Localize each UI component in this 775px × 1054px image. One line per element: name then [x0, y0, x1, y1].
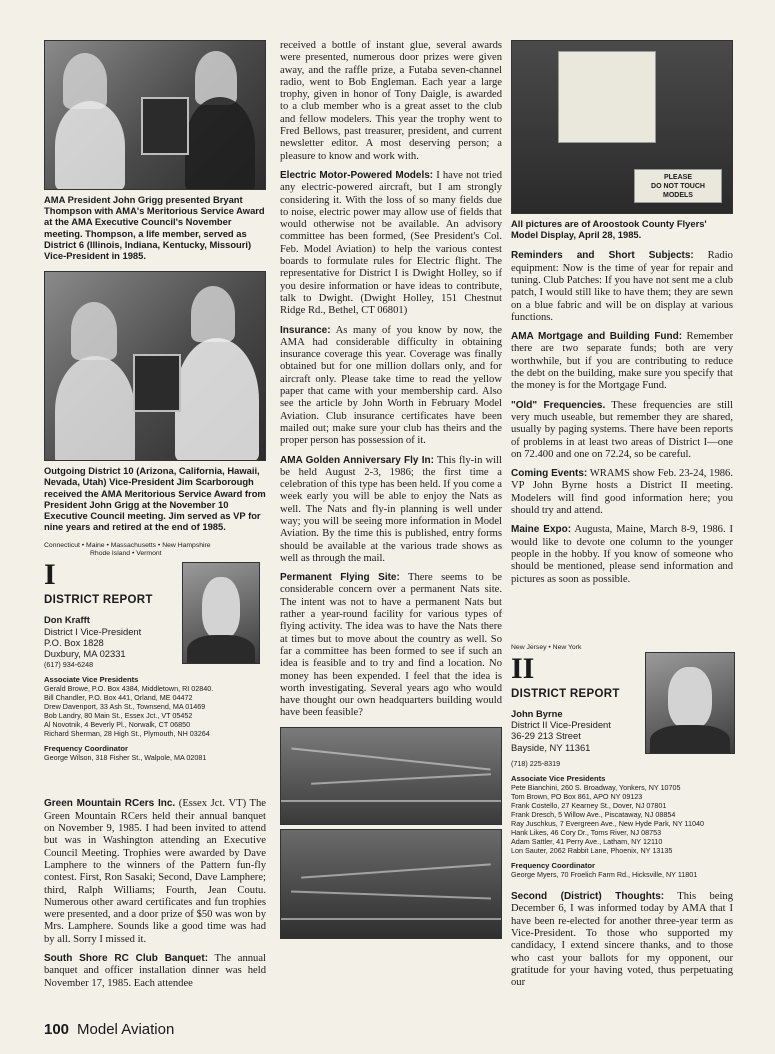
district1-number: I	[44, 558, 56, 592]
district2-portrait	[645, 652, 735, 754]
photo-award-thompson	[44, 40, 266, 190]
column-1	[44, 40, 266, 997]
article-flying-site: Permanent Flying Site: There seems to be considerable concern over a permanent Nats site. The intent was not to have a permanent Nats but rather a year-round facility for various types of flying activity. The idea was to have the Nats there at times but to move about the country as well. So far a committee has been formed to see if such an idea is feasible and to try and find a location. No money has been expended. I feel that the idea is worth investigating. Several years ago who would have thought our own headquarters building would have been feasible?	[280, 572, 502, 719]
district2-header: New Jersey • New York II DISTRICT REPORT John Byrne District II Vice-President 36-29 213 Street Bayside, NY 11361 (718) 225-8319 Associate Vice Presidents Pete Bianchini, 260 S. Broadway, Yonkers, NY 10705 Tom Brown, PO Box 861, APO NY 09123 Frank Costello, 27 Kearney St., Dover, NJ 07801 Frank Dresch, 5 Willow Ave., Piscataway, NJ 08854 Ray Juschkus, 7 Evergreen Ave., New Hyde Park, NY 11040 Hank Likes, 46 Cory Dr., Toms River, NJ 08753 Adam Sattler, 41 Perry Ave., Latham, NY 12110 Lon Sauter, 2062 Rabbit Lane, Phoenix, NY 13135 Frequency Coordinator George Myers, 70 Froelich Farm Rd., Hicksville, NY 11801	[511, 644, 733, 879]
district1-header: Connecticut • Maine • Massachusetts • New Hampshire Rhode Island • Vermont I DISTRICT REPORT Don Krafft District I Vice-President P.O. Box 1828 Duxbury, MA 02331 (617) 934-6248 Associate Vice Presidents Gerald Browe, P.O. Box 4384, Middletown, RI 02840. Bill Chandler, P.O. Box 441, Orland, ME 04472 Drew Davenport, 33 Ash St., Townsend, MA 01469 Bob Landry, 80 Main St., Essex Jct., VT 05452 Al Novotnik, 4 Beverly Pl., Norwalk, CT 06850 Richard Sherman, 28 High St., Plymouth, NH 03264 Frequency Coordinator George Wilson, 318 Fisher St., Walpole, MA 02081	[44, 542, 266, 742]
article-reminders: Reminders and Short Subjects: Radio equipment: Now is the time of year for repair and tuning. Club Patches: If you have not sent me a club patch, I would still like to have them; they are sewn on a blue fabric and will be on display at various functions.	[511, 250, 733, 323]
photo-model-display-1	[280, 727, 502, 825]
district2-number: II	[511, 651, 535, 685]
article-green-mountain: Green Mountain RCers Inc. (Essex Jct. VT) The Green Mountain RCers held their annual banquet on November 9, 1985. I had been invited to attend but was in Washington attending an Executive Council Meeting. Trophies were awarded by Dave Lamphere to the winners of the Pattern fun-fly contest. First, Ron Sasaki; Second, Dave Lamphere; third, Ralph Williams; Fourth, Jean Coutu. Numerous other award certificates and fun trophies were presented, and a door prize of $50 was won by Mrs. Lamphere. Sounds like a good time was had by all. Sorry I missed it.	[44, 798, 266, 945]
district1-portrait	[182, 562, 260, 664]
photo-model-display-2	[280, 829, 502, 939]
photo1-caption: AMA President John Grigg presented Bryant Thompson with AMA's Meritorious Service Award at the AMA Executive Council's November meeting. Thompson, a life member, served as District 6 (Illinois, Indiana, Kentucky, Missouri) Vice-President in 1985.	[44, 194, 265, 262]
article-mortgage: AMA Mortgage and Building Fund: Remember there are two separate funds; both are very worthwhile, but if you are contributing to reduce the debt on the building, make sure you specify that the money is for the Mortgage Fund.	[511, 331, 733, 392]
article-banquet-cont: received a bottle of instant glue, several awards were presented, numerous door prizes were given away, and the raffle prize, a Futaba seven-channel radio, went to Bob Engleman. Each year a large trophy, given in honor of Tony Daigle, is awarded to a club member who is a great asset to the club and fellow modelers. This year the trophy went to Fred Bellows, past treasurer, president, and current newsletter editor. A most deserving person; a pleasure to know and work with.	[280, 40, 502, 162]
article-maine-expo: Maine Expo: Augusta, Maine, March 8-9, 1986. I would like to devote one column to the younger people in the hobby. If you know of someone who should be mentioned, please send information and pictures as soon as possible.	[511, 524, 733, 585]
article-south-shore: South Shore RC Club Banquet: The annual banquet and officer installation dinner was held November 17, 1985. Each attendee	[44, 953, 266, 989]
column-3	[511, 40, 733, 996]
district1-states: Connecticut • Maine • Massachusetts • New Hampshire Rhode Island • Vermont	[44, 542, 211, 558]
article-coming-events: Coming Events: WRAMS show Feb. 23-24, 1986. VP John Byrne hosts a District II meeting. Modelers will find good information here; you should try and attend.	[511, 468, 733, 517]
article-second-thoughts: Second (District) Thoughts: This being December 6, I was informed today by AMA that I have been re-elected for another three-year term as Vice-President. To those who supported my candidacy, I extend sincere thanks, and to those who cast your ballots for my opponent, our gratitude for your having voted, thus perpetuating our	[511, 891, 733, 989]
page-footer	[44, 1021, 174, 1038]
article-golden-anniversary: AMA Golden Anniversary Fly In: This fly-in will be held August 2-3, 1986; the first time a celebration of this type has been held. If you come a week early you will be able to enjoy the Nats as well. The Nats and fly-in planning is well under way; you will be seeing more information in Model Aviation. By the time this is published, entry forms should be available at the various trade shows as well as through the mail.	[280, 454, 502, 564]
district2-title: DISTRICT REPORT	[511, 687, 620, 700]
district2-states: New Jersey • New York	[511, 643, 582, 651]
magazine-name: Model Aviation	[77, 1021, 175, 1038]
district1-title: DISTRICT REPORT	[44, 594, 153, 607]
article-old-frequencies: "Old" Frequencies. These frequencies are still very much useable, but remember they are shared, usually by paging systems. There have been reports of problems in at least two areas of District I—one on 72.400 and one on 72.24, so be careful.	[511, 399, 733, 460]
district1-associates: Gerald Browe, P.O. Box 4384, Middletown, RI 02840. Bill Chandler, P.O. Box 441, Orland, ME 04472 Drew Davenport, 33 Ash St., Townsend, MA 01469 Bob Landry, 80 Main St., Essex Jct., VT 05452 Al Novotnik, 4 Beverly Pl., Norwalk, CT 06850 Richard Sherman, 28 High St., Plymouth, NH 03264	[44, 683, 214, 738]
photo3-caption: All pictures are of Aroostook County Flyers' Model Display, April 28, 1985.	[511, 218, 707, 241]
photo-display-sign	[511, 40, 733, 214]
article-insurance: Insurance: As many of you know by now, the AMA had considerable difficulty in obtaining insurance coverage this year. Coverage was finally obtained but for one million dollars only, and for aircraft only. Please take time to read the yellow paper that came with your membership card. Also see the article by John Worth in February Model Aviation. Club insurance certificates have been mailed out; make sure your club has theirs and the proper person has possession of it.	[280, 324, 502, 447]
article-electric: Electric Motor-Powered Models: I have not tried any electric-powered aircraft, but I am strongly considering it. With the loss of so many fields due to noise, electric power may allow use of fields that would otherwise not be available. An advisory committee has been formed, (See President's Col. Feb. Model Aviation) to help the various contest boards to formulate rules for Electric flight. The representative for District I is Dwight Holley, so if you desire information or have ideas to contribute, talk to Dwight. (Dwight Holley, 151 Chestnut Ridge Rd., Bethel, CT 06801)	[280, 169, 502, 317]
do-not-touch-sign: PLEASE DO NOT TOUCH MODELS	[634, 169, 722, 203]
district2-contact: John Byrne District II Vice-President 36-29 213 Street Bayside, NY 11361	[511, 707, 611, 753]
photo-award-scarborough	[44, 271, 266, 461]
page-number: 100	[44, 1021, 70, 1038]
district1-contact: Don Krafft District I Vice-President P.O. Box 1828 Duxbury, MA 02331 (617) 934-6248	[44, 614, 142, 669]
district2-associates: Pete Bianchini, 260 S. Broadway, Yonkers, NY 10705 Tom Brown, PO Box 861, APO NY 09123 Frank Costello, 27 Kearney St., Dover, NJ 07801 Frank Dresch, 5 Willow Ave., Piscataway, NJ 08854 Ray Juschkus, 7 Evergreen Ave., New Hyde Park, NY 11040 Hank Likes, 46 Cory Dr., Toms River, NJ 08753 Adam Sattler, 41 Perry Ave., Latham, NY 12110 Lon Sauter, 2062 Rabbit Lane, Phoenix, NY 13135	[511, 783, 704, 856]
column-2	[280, 40, 502, 939]
photo2-caption: Outgoing District 10 (Arizona, California, Hawaii, Nevada, Utah) Vice-President Jim Scarborough received the AMA Meritorious Service Award from President John Grigg at the November 10 Executive Council meeting. Jim served as VP for nine years and retired at the end of 1985.	[44, 465, 266, 533]
